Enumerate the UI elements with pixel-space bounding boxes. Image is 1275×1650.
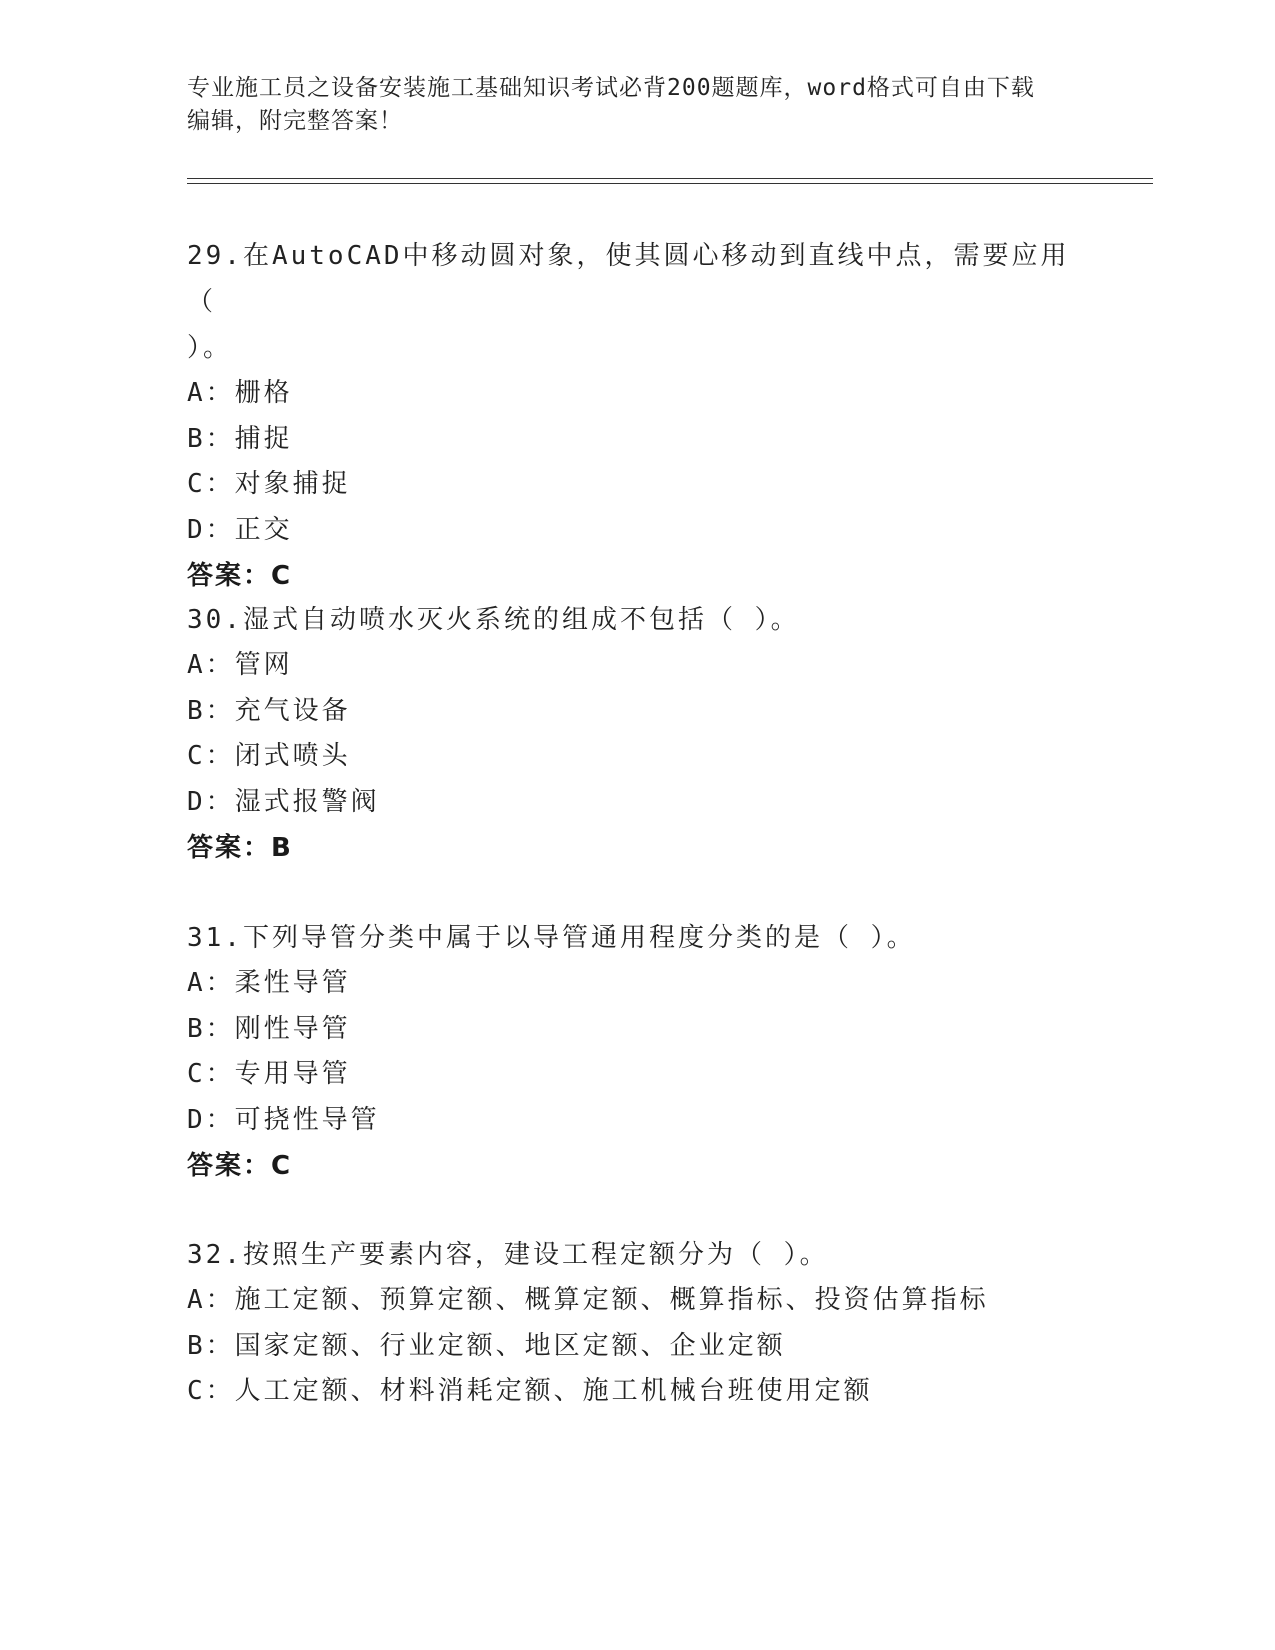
question-stem: 31.下列导管分类中属于以导管通用程度分类的是（ ）。: [187, 923, 916, 953]
answer-text: 答案：C: [187, 561, 293, 591]
question-stem-continued: ）。: [187, 333, 233, 363]
option-c: C：对象捕捉: [187, 469, 351, 499]
answer-text: 答案：B: [187, 833, 293, 863]
option-b: B：捕捉: [187, 423, 293, 454]
option-a: A：管网: [187, 650, 293, 680]
option-c: C：专用导管: [187, 1059, 351, 1089]
question-32: [187, 1232, 1087, 1415]
question-stem: 30.湿式自动喷水灭火系统的组成不包括（ ）。: [187, 605, 800, 635]
option-b: B：刚性导管: [187, 1013, 351, 1044]
option-c: C：闭式喷头: [187, 741, 351, 771]
option-b: B：充气设备: [187, 695, 351, 726]
question-stem: 29.在AutoCAD中移动圆对象，使其圆心移动到直线中点，需要应用（: [187, 241, 1070, 317]
header-title-line-2: 编辑，附完整答案！: [187, 108, 403, 134]
option-b: B：国家定额、行业定额、地区定额、企业定额: [187, 1330, 786, 1361]
document-header: [187, 72, 1087, 138]
question-30: [187, 597, 1087, 871]
question-31: [187, 915, 1087, 1189]
question-29: [187, 233, 1087, 599]
option-d: D：可挠性导管: [187, 1104, 380, 1135]
header-title-line-1: 专业施工员之设备安装施工基础知识考试必背200题题库，word格式可自由下载: [187, 75, 1035, 101]
answer-text: 答案：C: [187, 1151, 293, 1181]
option-a: A：栅格: [187, 378, 293, 408]
option-c: C：人工定额、材料消耗定额、施工机械台班使用定额: [187, 1376, 873, 1406]
option-d: D：正交: [187, 514, 293, 545]
header-divider-bottom: [187, 183, 1153, 184]
option-a: A：柔性导管: [187, 968, 351, 998]
question-stem: 32.按照生产要素内容，建设工程定额分为（ ）。: [187, 1240, 829, 1270]
header-divider-top: [187, 178, 1153, 179]
option-a: A：施工定额、预算定额、概算定额、概算指标、投资估算指标: [187, 1285, 989, 1315]
option-d: D：湿式报警阀: [187, 786, 380, 817]
